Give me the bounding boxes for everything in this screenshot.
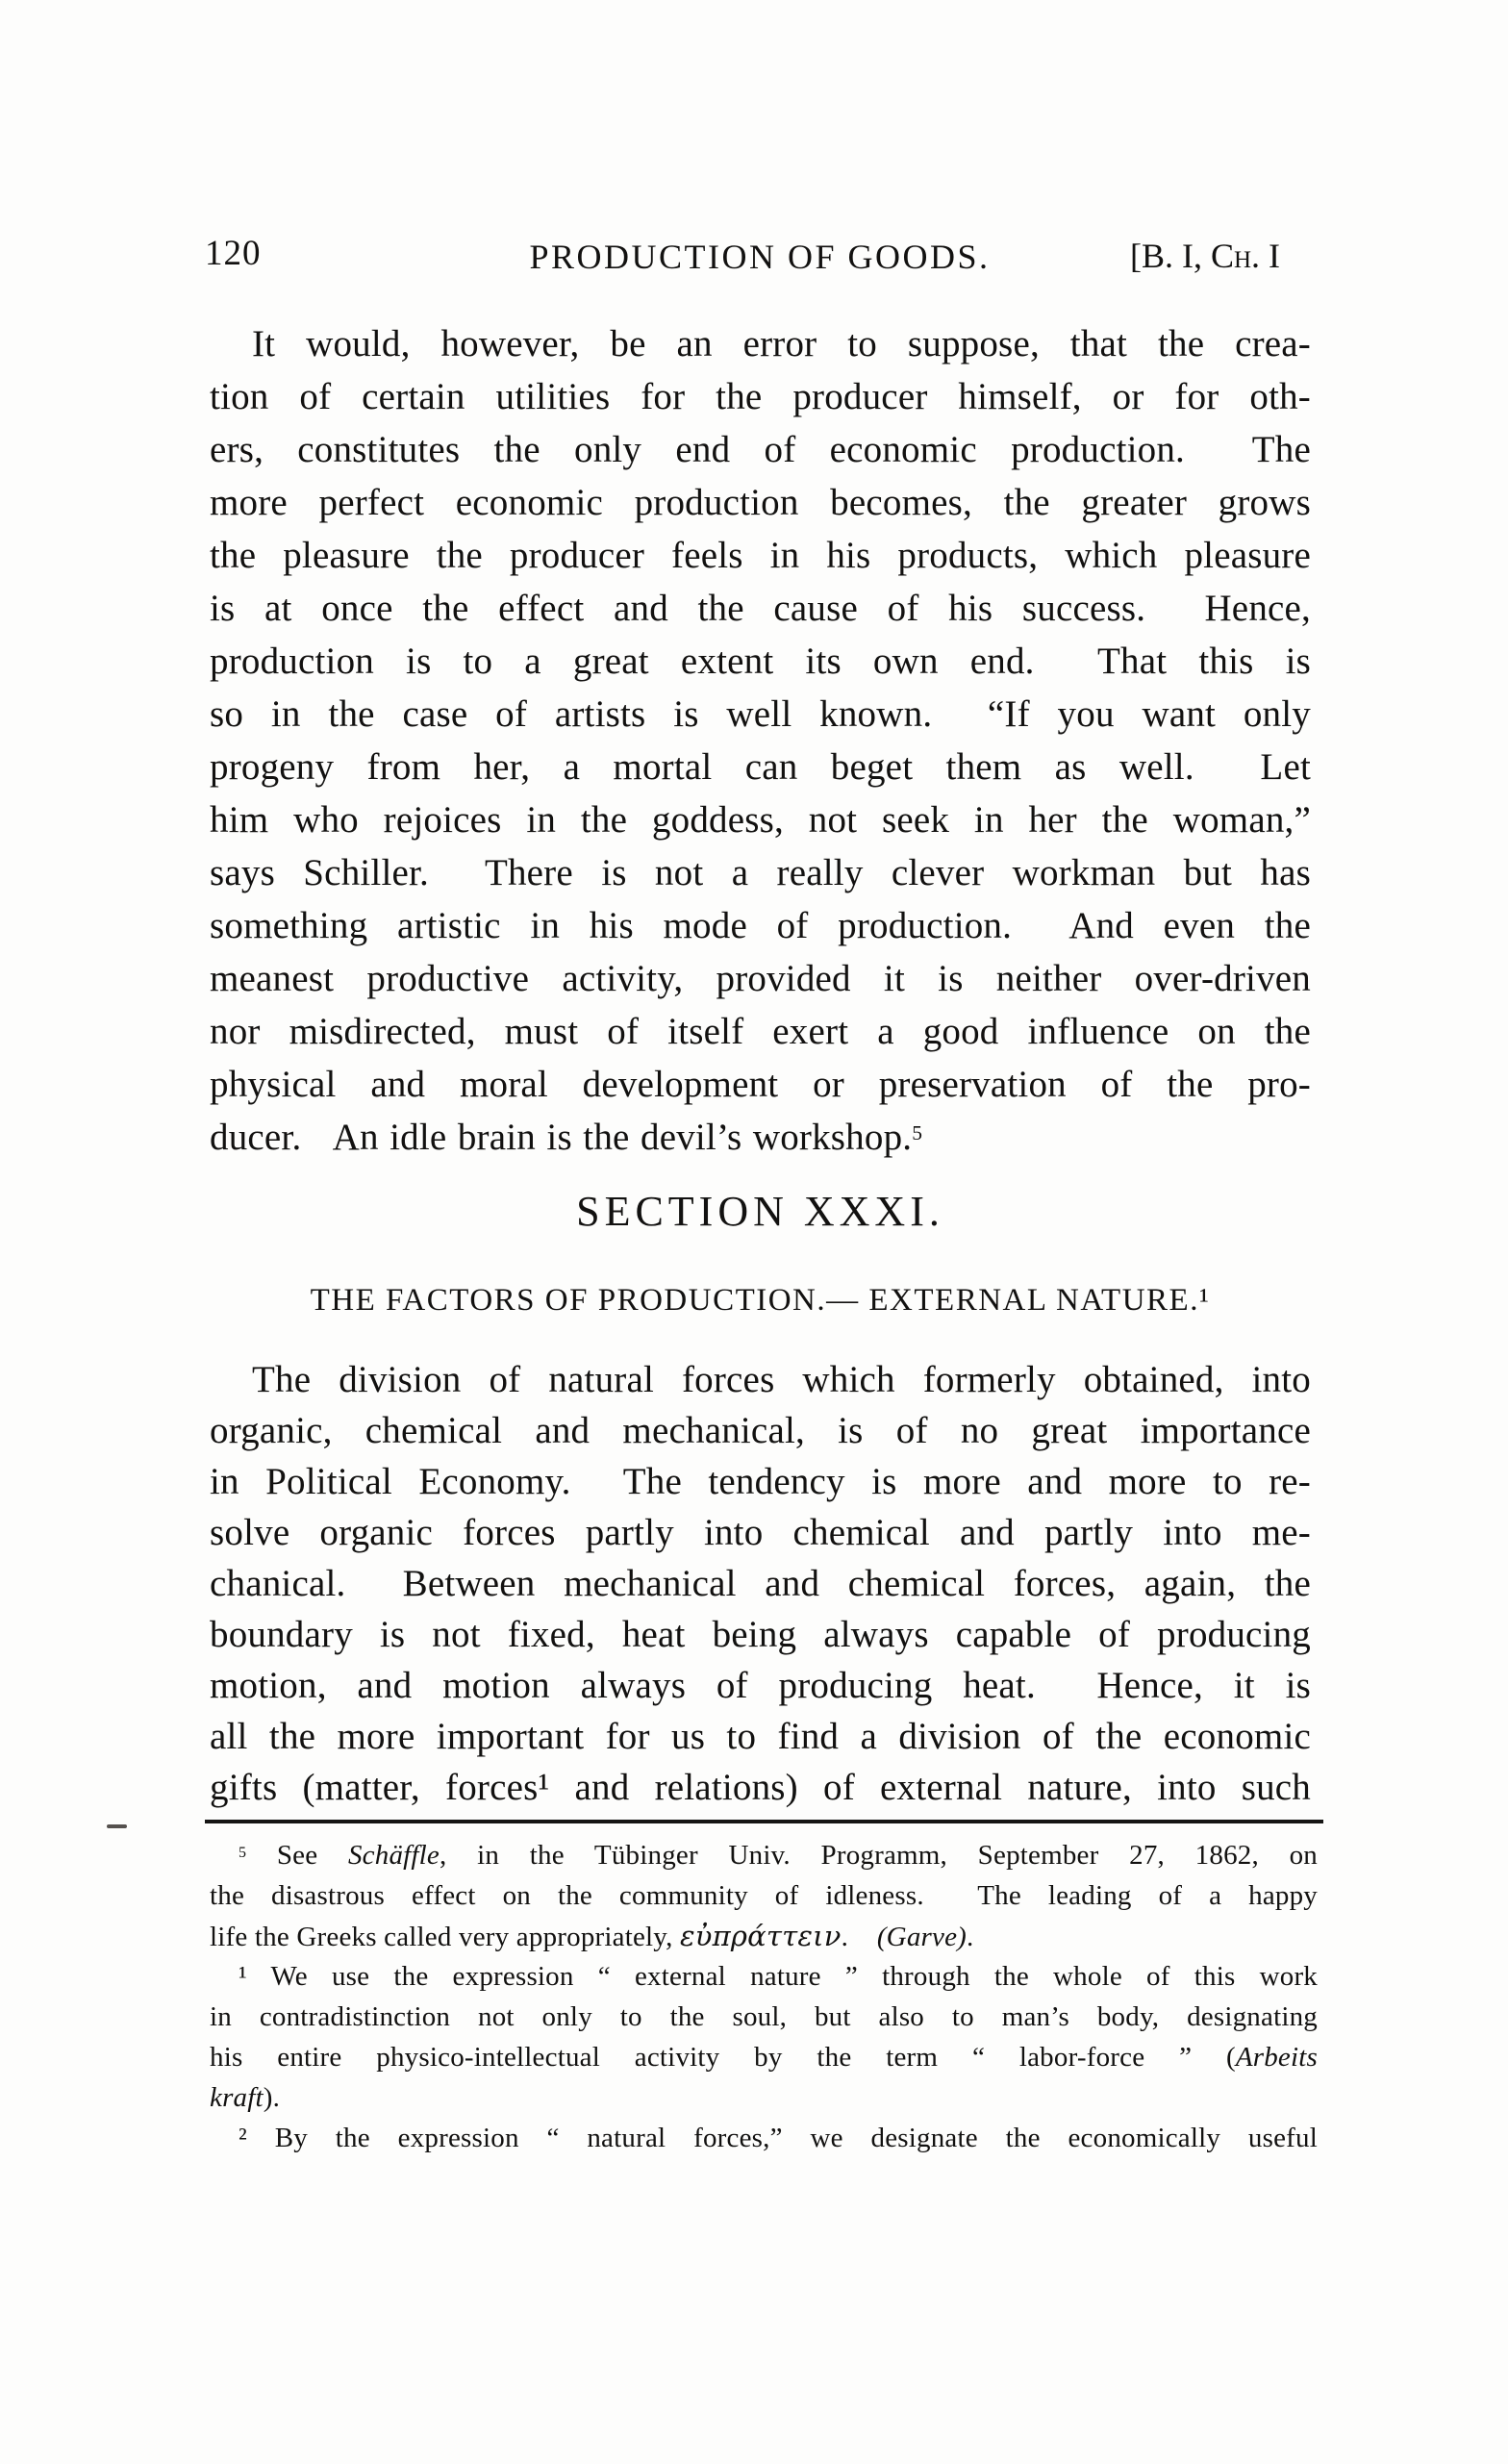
section-heading: SECTION XXXI. (576, 1188, 944, 1235)
body-text: ducer. An idle brain is the devil’s workshop. (210, 1117, 913, 1158)
margin-mark (107, 1824, 127, 1828)
footnote-line: the disastrous effect on the community of idleness. The leading of a happy (210, 1880, 1318, 1911)
footnote-text: See (246, 1840, 348, 1871)
body-line: meanest productive activity, provided it is neither over-driven (210, 958, 1311, 999)
body-line: ers, constitutes the only end of economic production. The (210, 429, 1311, 470)
body-line: organic, chemical and mechanical, is of no great importance (210, 1410, 1311, 1451)
body-line: tion of certain utilities for the producer himself, or for oth- (210, 376, 1311, 417)
footnotes-block (210, 1835, 1318, 2158)
body-line: so in the case of artists is well known. “If you want only (210, 693, 1311, 735)
body-line: in Political Economy. The tendency is more and more to re- (210, 1461, 1311, 1502)
footnote-line (210, 2037, 1318, 2077)
body-line (210, 1111, 1311, 1164)
footnote-text-italic: Schäffle (347, 1840, 440, 1871)
body-line: more perfect economic production becomes, the greater grows (210, 482, 1311, 523)
footnote-text-italic: (Garve) (876, 1922, 968, 1952)
body-line: says Schiller. There is not a really clever workman but has (210, 852, 1311, 893)
body-line: progeny from her, a mortal can beget them as well. Let (210, 746, 1311, 788)
body-line: chanical. Between mechanical and chemical forces, again, the (210, 1563, 1311, 1604)
paragraph-1 (210, 317, 1311, 1164)
footnote-text: , in the Tübinger Univ. Programm, September 27, 1862, on (440, 1840, 1318, 1871)
body-line: gifts (matter, forces¹ and relations) of external nature, into such (210, 1767, 1311, 1808)
footnote-line (210, 1835, 1318, 1875)
body-line: motion, and motion always of producing heat. Hence, it is (210, 1665, 1311, 1706)
chapter-reference: [B. I, Ch. I (1130, 237, 1281, 275)
footnote-marker-5: 5 (912, 1121, 923, 1145)
footnote-text-italic: kraft (210, 2082, 264, 2113)
body-line: him who rejoices in the goddess, not seek in her the woman,” (210, 799, 1311, 841)
body-line: boundary is not fixed, heat being always capable of producing (210, 1614, 1311, 1655)
footnote-marker-5: 5 (239, 1844, 247, 1861)
footnote-line (210, 1916, 1318, 1956)
body-line: The division of natural forces which formerly obtained, into (252, 1359, 1311, 1400)
footnote-line: ² By the expression “ natural forces,” we designate the economically useful (239, 2123, 1318, 2153)
body-line: all the more important for us to find a division of the economic (210, 1716, 1311, 1757)
page-number: 120 (205, 234, 262, 273)
footnote-text: life the Greeks called very appropriately, (210, 1922, 681, 1952)
footnote-line: in contradistinction not only to the soul, but also to man’s body, designating (210, 2001, 1318, 2032)
paragraph-2 (210, 1354, 1311, 1813)
footnote-text: . (967, 1922, 974, 1952)
body-line: the pleasure the producer feels in his products, which pleasure (210, 535, 1311, 576)
footnote-line (210, 2077, 1318, 2118)
body-line: something artistic in his mode of production. And even the (210, 905, 1311, 946)
body-line: It would, however, be an error to suppose, that the crea- (252, 323, 1311, 365)
footnote-greek-text: εὐπράττειν (680, 1920, 842, 1952)
body-line: production is to a great extent its own end. That this is (210, 641, 1311, 682)
footnote-text: his entire physico-intellectual activity by the term “ labor-force ” ( (210, 2042, 1236, 2073)
body-line: nor misdirected, must of itself exert a good influence on the (210, 1011, 1311, 1052)
footnote-text: . (841, 1922, 877, 1952)
body-line: physical and moral development or preservation of the pro- (210, 1064, 1311, 1105)
section-subheading: THE FACTORS OF PRODUCTION.— EXTERNAL NATURE.¹ (310, 1283, 1211, 1318)
footnote-text: ). (263, 2082, 281, 2113)
footnote-separator-rule (205, 1820, 1323, 1823)
body-line: solve organic forces partly into chemical and partly into me- (210, 1512, 1311, 1553)
running-title: PRODUCTION OF GOODS. (529, 238, 991, 276)
footnote-text-italic: Arbeits (1235, 2042, 1318, 2073)
body-line: is at once the effect and the cause of his success. Hence, (210, 588, 1311, 629)
footnote-line: ¹ We use the expression “ external nature ” through the whole of this work (239, 1961, 1318, 1992)
